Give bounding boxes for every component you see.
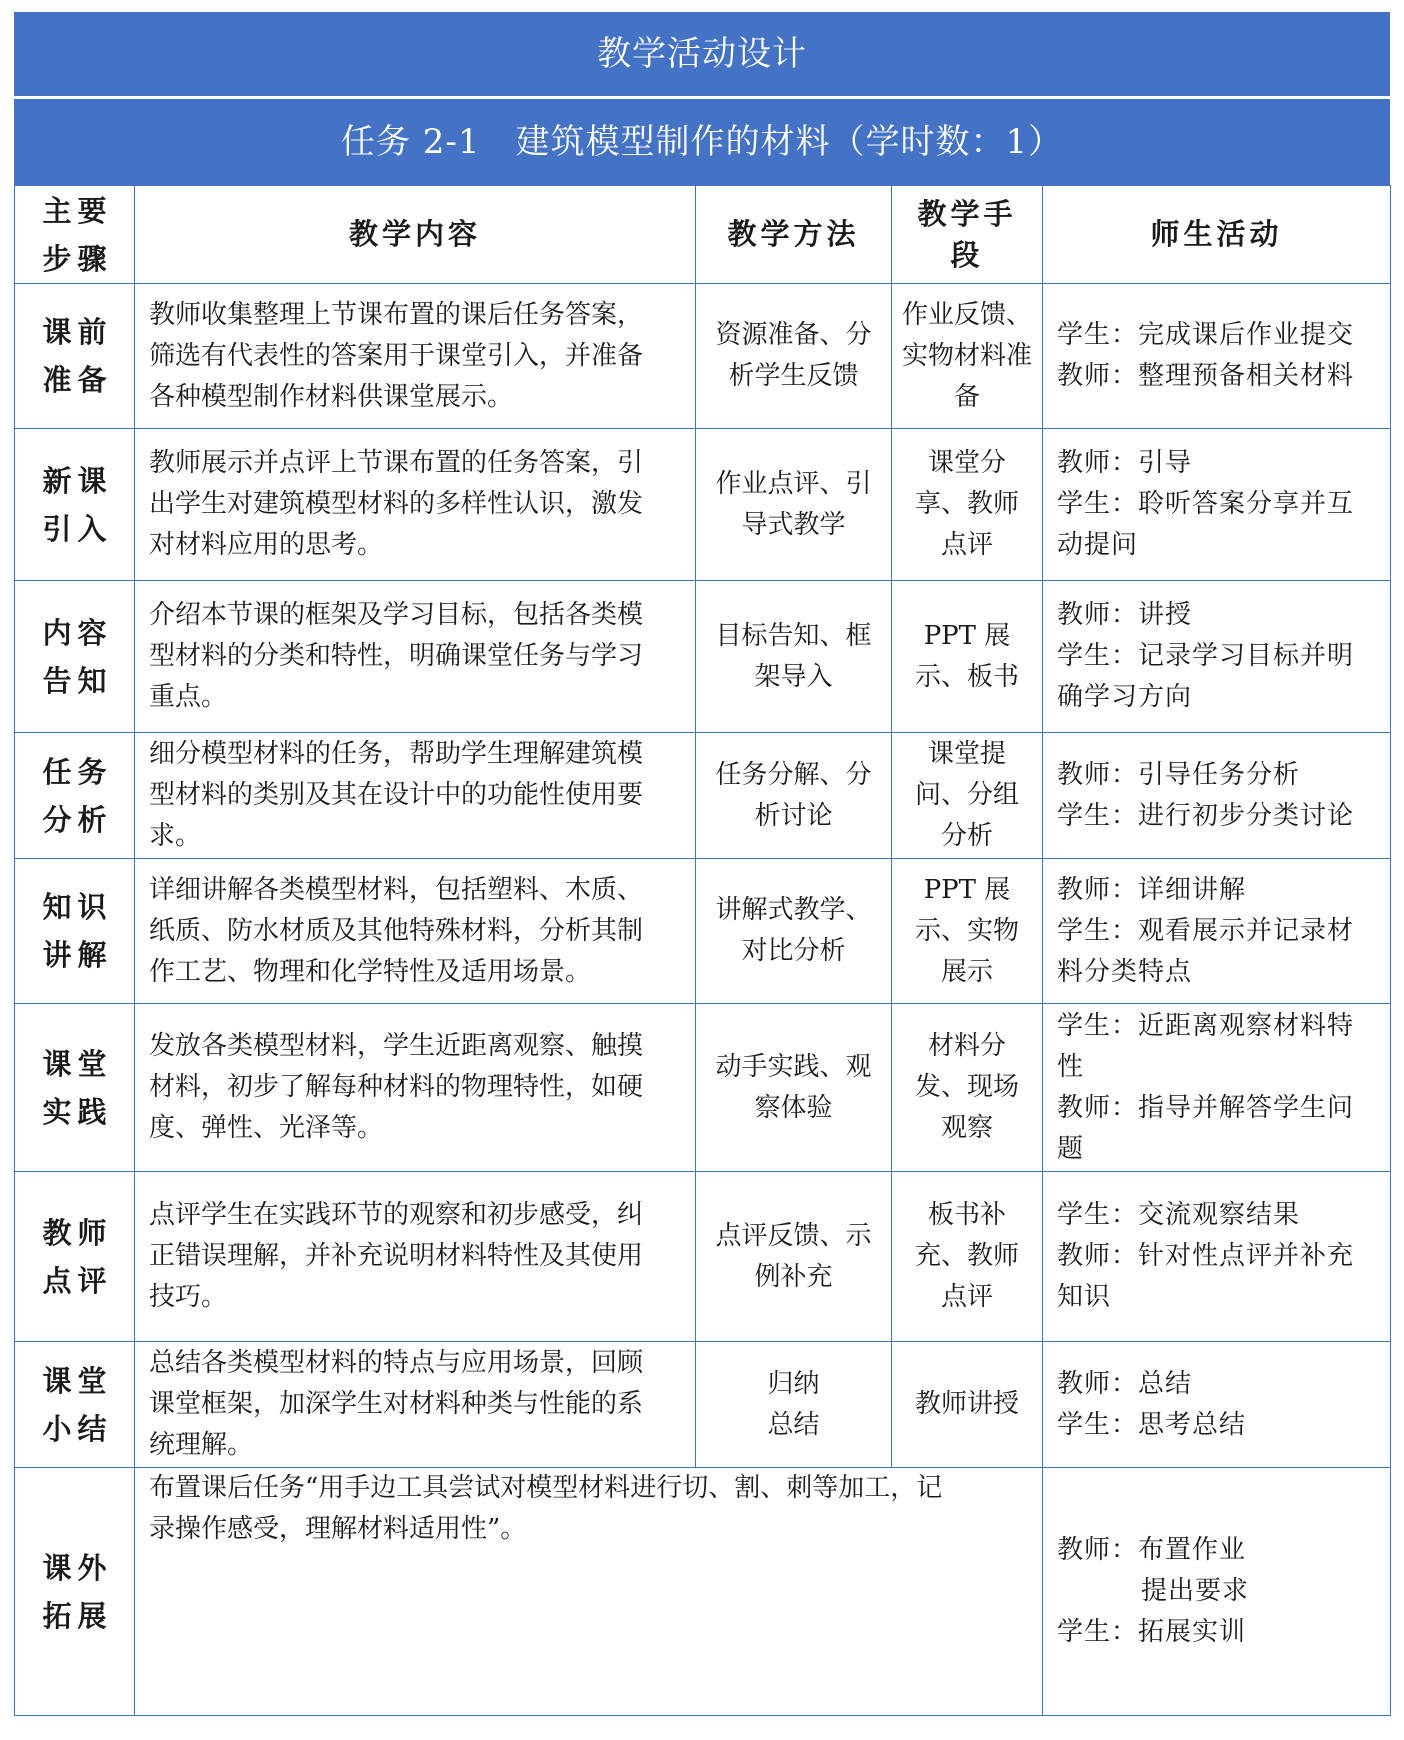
step-cell: 内容 告知 bbox=[15, 581, 135, 733]
step-cell: 新课 引入 bbox=[15, 429, 135, 581]
content-cell-merged: 布置课后任务“用手边工具尝试对模型材料进行切、割、刺等加工，记 录操作感受，理解材料适用性”。 bbox=[135, 1468, 1043, 1716]
header-content: 教学内容 bbox=[135, 186, 696, 284]
means-cell: 课堂提 问、分组 分析 bbox=[892, 733, 1043, 859]
activity-cell: 教师：布置作业 提出要求 学生：拓展实训 bbox=[1043, 1468, 1391, 1716]
step-cell: 任务 分析 bbox=[15, 733, 135, 859]
content-cell: 教师收集整理上节课布置的课后任务答案， 筛选有代表性的答案用于课堂引入，并准备 各种模型制作材料供课堂展示。 bbox=[135, 284, 696, 429]
activity-cell: 学生：近距离观察材料特 性 教师：指导并解答学生问 题 bbox=[1043, 1004, 1391, 1172]
table-row bbox=[15, 429, 1391, 581]
method-cell: 动手实践、观 察体验 bbox=[696, 1004, 892, 1172]
content-cell: 点评学生在实践环节的观察和初步感受，纠 正错误理解，并补充说明材料特性及其使用 技巧。 bbox=[135, 1172, 696, 1342]
method-cell: 目标告知、框 架导入 bbox=[696, 581, 892, 733]
step-cell: 教师 点评 bbox=[15, 1172, 135, 1342]
table-row bbox=[15, 1172, 1391, 1342]
step-cell: 课外 拓展 bbox=[15, 1468, 135, 1716]
content-cell: 详细讲解各类模型材料，包括塑料、木质、 纸质、防水材质及其他特殊材料，分析其制 作工艺、物理和化学特性及适用场景。 bbox=[135, 859, 696, 1004]
means-cell: 教师讲授 bbox=[892, 1342, 1043, 1468]
table-row bbox=[15, 859, 1391, 1004]
activity-cell: 教师：详细讲解 学生：观看展示并记录材 料分类特点 bbox=[1043, 859, 1391, 1004]
method-cell: 归纳 总结 bbox=[696, 1342, 892, 1468]
step-cell: 课堂 实践 bbox=[15, 1004, 135, 1172]
activity-cell: 教师：讲授 学生：记录学习目标并明 确学习方向 bbox=[1043, 581, 1391, 733]
table-row bbox=[15, 284, 1391, 429]
means-cell: 课堂分 享、教师 点评 bbox=[892, 429, 1043, 581]
table-row bbox=[15, 1468, 1391, 1716]
activity-cell: 学生：完成课后作业提交 教师：整理预备相关材料 bbox=[1043, 284, 1391, 429]
activity-cell: 教师：引导 学生：聆听答案分享并互 动提问 bbox=[1043, 429, 1391, 581]
step-cell: 课堂 小结 bbox=[15, 1342, 135, 1468]
activity-cell: 教师：总结 学生：思考总结 bbox=[1043, 1342, 1391, 1468]
method-cell: 点评反馈、示 例补充 bbox=[696, 1172, 892, 1342]
content-cell: 教师展示并点评上节课布置的任务答案，引 出学生对建筑模型材料的多样性认识，激发 对材料应用的思考。 bbox=[135, 429, 696, 581]
means-cell: 作业反馈、 实物材料准 备 bbox=[892, 284, 1043, 429]
method-cell: 作业点评、引 导式教学 bbox=[696, 429, 892, 581]
header-means: 教学手段 bbox=[892, 186, 1043, 284]
content-cell: 介绍本节课的框架及学习目标，包括各类模 型材料的分类和特性，明确课堂任务与学习 重点。 bbox=[135, 581, 696, 733]
method-cell: 讲解式教学、 对比分析 bbox=[696, 859, 892, 1004]
task-subtitle: 任务 2-1 建筑模型制作的材料（学时数：1） bbox=[14, 99, 1390, 185]
header-activity: 师生活动 bbox=[1043, 186, 1391, 284]
content-cell: 发放各类模型材料，学生近距离观察、触摸 材料，初步了解每种材料的物理特性，如硬 度、弹性、光泽等。 bbox=[135, 1004, 696, 1172]
step-cell: 课前 准备 bbox=[15, 284, 135, 429]
activity-cell: 学生：交流观察结果 教师：针对性点评并补充 知识 bbox=[1043, 1172, 1391, 1342]
table-row bbox=[15, 1342, 1391, 1468]
table-row bbox=[15, 1004, 1391, 1172]
step-cell: 知识 讲解 bbox=[15, 859, 135, 1004]
page-title: 教学活动设计 bbox=[14, 12, 1390, 99]
table-row bbox=[15, 581, 1391, 733]
header-row bbox=[15, 186, 1391, 284]
method-cell: 资源准备、分 析学生反馈 bbox=[696, 284, 892, 429]
teaching-design-sheet bbox=[14, 12, 1390, 1716]
activity-table bbox=[14, 185, 1391, 1716]
content-cell: 总结各类模型材料的特点与应用场景，回顾 课堂框架，加深学生对材料种类与性能的系 统理解。 bbox=[135, 1342, 696, 1468]
header-step: 主要 步骤 bbox=[15, 186, 135, 284]
means-cell: PPT 展 示、实物 展示 bbox=[892, 859, 1043, 1004]
means-cell: 材料分 发、现场 观察 bbox=[892, 1004, 1043, 1172]
means-cell: 板书补 充、教师 点评 bbox=[892, 1172, 1043, 1342]
header-method: 教学方法 bbox=[696, 186, 892, 284]
table-row bbox=[15, 733, 1391, 859]
content-cell: 细分模型材料的任务，帮助学生理解建筑模 型材料的类别及其在设计中的功能性使用要 求。 bbox=[135, 733, 696, 859]
means-cell: PPT 展 示、板书 bbox=[892, 581, 1043, 733]
activity-cell: 教师：引导任务分析 学生：进行初步分类讨论 bbox=[1043, 733, 1391, 859]
method-cell: 任务分解、分 析讨论 bbox=[696, 733, 892, 859]
